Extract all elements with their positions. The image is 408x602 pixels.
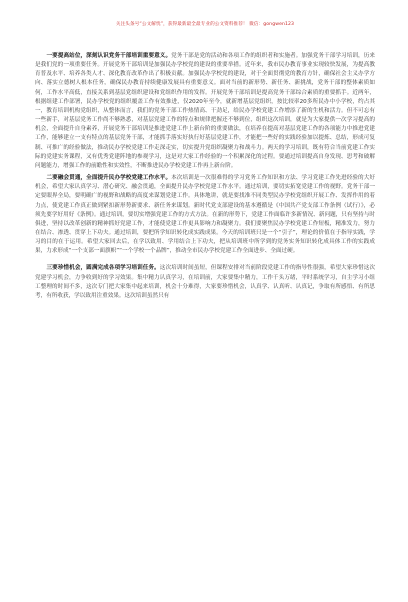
paragraph-section-2 xyxy=(35,174,375,256)
paragraph-section-3 xyxy=(35,264,375,301)
section-1-heading: 一要提高站位，深刻认识党务干部培训重要意义。 xyxy=(46,53,172,59)
header-banner: 关注头条号“公文解忧”，获得最新最全最专业的公文资料推荐！ 微信：gongwen123 xyxy=(115,22,295,27)
paragraph-section-1 xyxy=(35,52,375,171)
document-page xyxy=(0,22,408,602)
section-3-text: 这次培训时间虽短，但课程安排对当前阶段党建工作的指导性很强，希望大家珍惜这次党建学习机会，力争收到好的学习效果。集中精力认真学习，在培训前，大家要集中精力，工作千头万绪，平时系统学习，自主学习小组工整理的时间不多，这次专门把大家集中起来培训，机会十分难得，大家要珍惜机会，认真学、认真听、认真记，争取有所感悟、有所思考，有所收获，学以致用注重效果。这次培训虽然只有 xyxy=(35,265,375,299)
section-1-text: 党务干部是党的活动和各项工作的组织者和实施者。加强党务干部学习培训，历来是我们党的一项重要任务。开展党务干部培训是加强民办学校党的建设的重要举措。近年来，我市民办教育事业实现较快发展，为提高教育普及水平、培养各类人才、深化教育改革作出了积极贡献。加强民办学校党的建设，对于全面贯彻党的教育方针，确保社会主义办学方向、落实立德树人根本任务，确保民办教育持续健康发展具有重要意义。面对当前的新形势、新任务、新挑战，党务干部的整体素质如何，工作水平高低，直接关系到基层党组织建设和党组织作用的发挥。开展党务干部培训是提高党务干部综合素质的重要抓手。近两年，根据组建工作部署，民办学校党的组织覆盖工作有效推进，仅2020年至今，就新增基层党组织，按比较率20多所民办中小学校，约占其一，教育培训机构党组织，从整体而言，我们的党务干部工作热情高、干劲足，给民办学校党建工作增添了新的生机和活力。但不可忘有一些新手，对基层党务工作尚不够熟悉，对基层党建工作的特点和规律把握还不够到位，组织这次培训，就是为大家提供一次学习提高的机会，全面提升自身素养，开展党务干部培训是推进党建工作上新台阶的重要做法，在培养在提高对基层党建工作的各项能力中推进党建工作，能够建立一支有特点的基层党务干部，才能抓手落实好执行好基层党建工作，才能把一些好的实践经验加以提炼、总结，形成可复制、可推广的经验做法，推动民办学校党建工作走深走实，切实提升党组织凝聚力和战斗力。两天的学习培训，既有符合当前党建工作实际的党建实务课程，又有优秀党建阵地的参观学习，这是对大家工作经验的一个积累深化的过程。要通过培训提高自身发现、思考和破解问题能力，增强工作的前瞻性和实效性，不断推进民办学校党建工作再上新台阶。 xyxy=(35,53,375,169)
section-3-heading: 三要珍惜机会，圆满完成各项学习培训任务。 xyxy=(46,265,160,272)
section-2-heading: 二要融会贯通，全面提升民办学校党建工作水平。 xyxy=(46,175,172,182)
document-body xyxy=(35,52,375,301)
section-2-text: 本次培训是一次很难得的学习党务工作知识和方法、学习党建工作先进经验的大好机会，希望大家认真学习、潜心研究、融会贯通，全面提升民办学校党建工作水平。通过培训，要切实拓宽党建工作的视野。党务干部一定要眼界全局，要明确广的视野和战略的高度来谋划党建工作。具体地讲，就是要找准不同类型民办学校党组织开展工作、发挥作用的着力点，使党建工作真正做到紧扣新形势新要求、新任务来谋划。新时代党支部建设的基本遵循是《中国共产党支部工作条例（试行）》，必须先要学好用好《条例》。通过培训，要切实增强党建工作的方式方法。在新的形势下，党建工作面临许多新情况、新问题，只有坚持与时俱进，坚持以改革创新的精神抓好党建工作，才能使党建工作更具影响力和凝聚力。我们要聚焦民办学校党建工作短板，精准发力，努力在结合、渗透、贯穿上下功夫。通过培训，要把所学知识转化成实践成果。今天的培训班只是一个“引子”，理论的价值在于指导实践，学习的目的在于运用。希望大家回去后，在学以致用、学用结合上下功夫，把从培训班中所学到的党务实务知识转化成具体工作的实践成果，力求形成“一个支部一面旗帜”“一个学校一个品牌”，推动全市民办学校党建工作全面进步、全面过硬。 xyxy=(35,175,375,255)
